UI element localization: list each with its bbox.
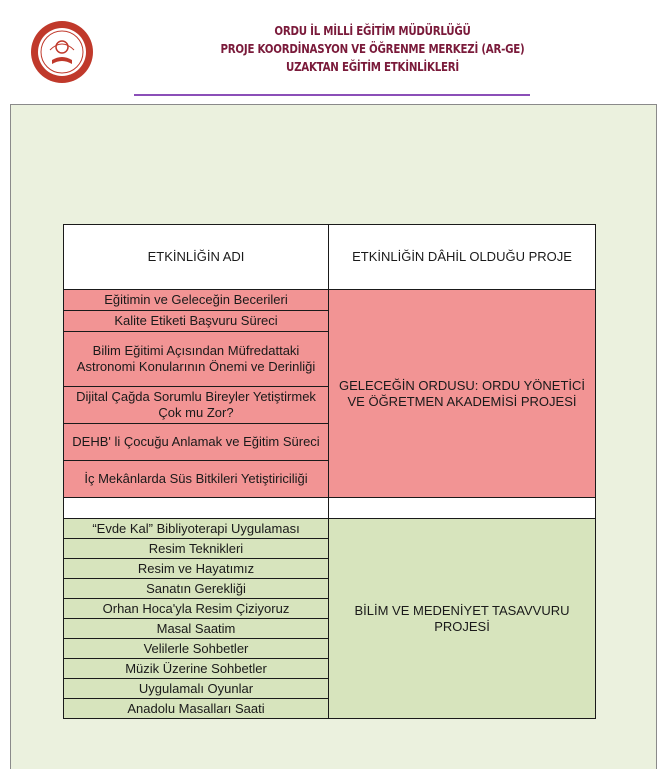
activity-cell: Bilim Eğitimi Açısından Müfredattaki Astronomi Konularının Önemi ve Derinliği: [64, 332, 329, 387]
project-cell-bilim-ve-medeniyet: BİLİM VE MEDENİYET TASAVVURU PROJESİ: [329, 519, 596, 719]
table-header-row: [64, 225, 596, 290]
ministry-seal-logo: [30, 20, 94, 84]
column-header-project: ETKİNLİĞİN DÂHİL OLDUĞU PROJE: [329, 225, 596, 290]
activity-cell: Velilerle Sohbetler: [64, 639, 329, 659]
activity-cell: İç Mekânlarda Süs Bitkileri Yetiştiriciliği: [64, 461, 329, 498]
activity-cell: Dijital Çağda Sorumlu Bireyler Yetiştirmek Çok mu Zor?: [64, 387, 329, 424]
project-cell-gelecegin-ordusu: GELECEĞİN ORDUSU: ORDU YÖNETİCİ VE ÖĞRETMEN AKADEMİSİ PROJESİ: [329, 290, 596, 498]
activity-cell: Sanatın Gerekliği: [64, 579, 329, 599]
activity-cell: Eğitimin ve Geleceğin Becerileri: [64, 290, 329, 311]
spacer-row: [64, 498, 596, 519]
activity-cell: Anadolu Masalları Saati: [64, 699, 329, 719]
activity-cell: Resim ve Hayatımız: [64, 559, 329, 579]
activity-cell: DEHB' li Çocuğu Anlamak ve Eğitim Süreci: [64, 424, 329, 461]
activity-cell: Kalite Etiketi Başvuru Süreci: [64, 311, 329, 332]
activity-cell: Masal Saatim: [64, 619, 329, 639]
header-line-1: ORDU İL MİLLİ EĞİTİM MÜDÜRLÜĞÜ: [274, 23, 471, 38]
table-row: [64, 290, 596, 311]
column-header-activity-name: ETKİNLİĞİN ADI: [64, 225, 329, 290]
empty-cell: [329, 498, 596, 519]
activity-cell: Müzik Üzerine Sohbetler: [64, 659, 329, 679]
header-divider: [134, 94, 530, 96]
activities-table: [63, 224, 596, 719]
header-line-3: UZAKTAN EĞİTİM ETKİNLİKLERİ: [286, 59, 459, 74]
page-header: [0, 0, 665, 100]
activity-cell: Orhan Hoca'yla Resim Çiziyoruz: [64, 599, 329, 619]
table-row: [64, 519, 596, 539]
header-titles: [140, 22, 605, 76]
header-line-2: PROJE KOORDİNASYON VE ÖĞRENME MERKEZİ (AR-GE): [220, 41, 525, 56]
empty-cell: [64, 498, 329, 519]
activity-cell: Resim Teknikleri: [64, 539, 329, 559]
activity-cell: Uygulamalı Oyunlar: [64, 679, 329, 699]
activity-cell: “Evde Kal” Bibliyoterapi Uygulaması: [64, 519, 329, 539]
